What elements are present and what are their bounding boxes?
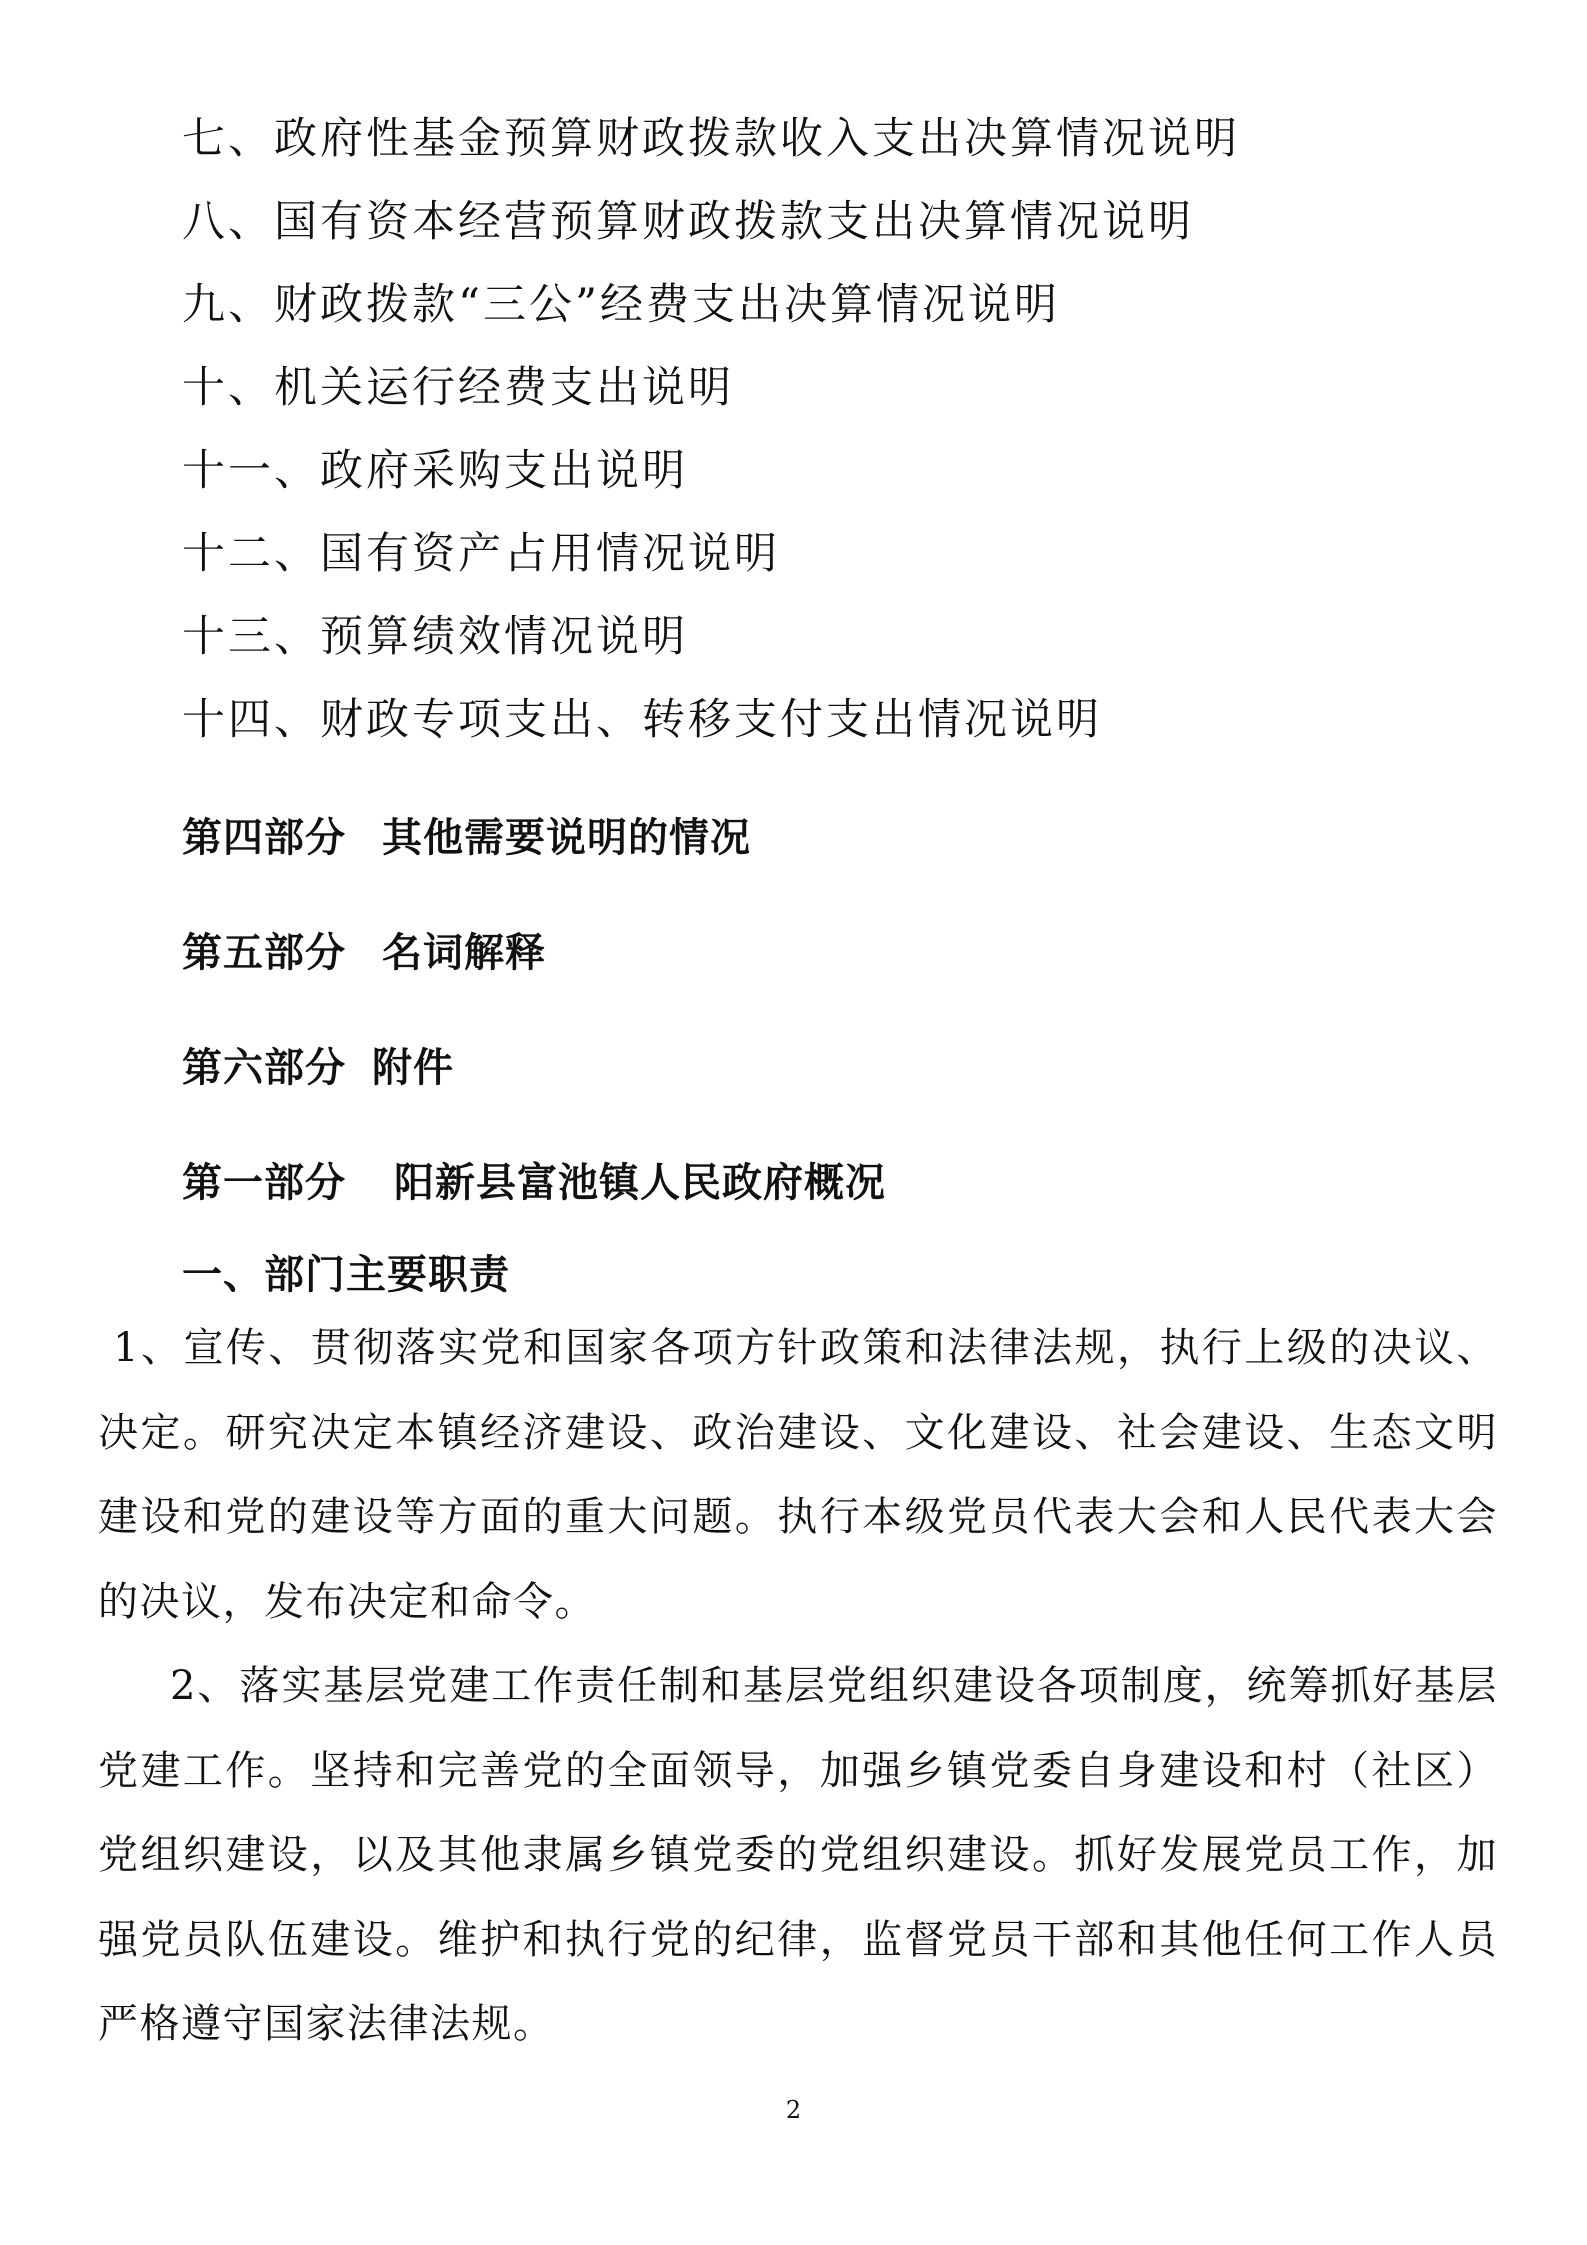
toc-item: 十二、国有资产占用情况说明	[182, 529, 780, 579]
part-heading-1	[182, 1160, 886, 1206]
part-heading-6	[182, 1045, 454, 1091]
paragraph-duty-1: 1、宣传、贯彻落实党和国家各项方针政策和法律法规，执行上级的决议、决定。研究决定本镇经济建设、政治建设、文化建设、社会建设、生态文明建设和党的建设等方面的重大问题。执行本级党员代表大会和人民代表大会的决议，发布决定和命令。	[98, 1325, 1498, 1625]
part-label: 第四部分	[182, 815, 346, 861]
part-title: 名词解释	[382, 930, 546, 976]
part-label: 第六部分	[182, 1045, 346, 1091]
toc-item: 十四、财政专项支出、转移支付支出情况说明	[182, 695, 1102, 745]
part-heading-4	[182, 815, 751, 861]
part-title: 其他需要说明的情况	[382, 815, 751, 861]
part-heading-5	[182, 930, 546, 976]
toc-item: 九、财政拨款“三公”经费支出决算情况说明	[182, 280, 1060, 330]
part-title: 阳新县富池镇人民政府概况	[394, 1160, 886, 1206]
part-title: 附件	[372, 1045, 454, 1091]
toc-item: 十三、预算绩效情况说明	[182, 612, 688, 662]
toc-item: 八、国有资本经营预算财政拨款支出决算情况说明	[182, 197, 1194, 247]
toc-item: 七、政府性基金预算财政拨款收入支出决算情况说明	[182, 114, 1240, 164]
paragraph-duty-2: 2、落实基层党建工作责任制和基层党组织建设各项制度，统筹抓好基层党建工作。坚持和完善党的全面领导，加强乡镇党委自身建设和村（社区）党组织建设，以及其他隶属乡镇党委的党组织建设。抓好发展党员工作，加强党员队伍建设。维护和执行党的纪律，监督党员干部和其他任何工作人员严格遵守国家法律法规。	[98, 1663, 1498, 2047]
toc-item: 十一、政府采购支出说明	[182, 446, 688, 496]
part-label: 第五部分	[182, 930, 346, 976]
part-label: 第一部分	[182, 1160, 346, 1206]
toc-item: 十、机关运行经费支出说明	[182, 363, 734, 413]
page-number: 2	[785, 2096, 802, 2124]
section-heading: 一、部门主要职责	[182, 1252, 510, 1298]
